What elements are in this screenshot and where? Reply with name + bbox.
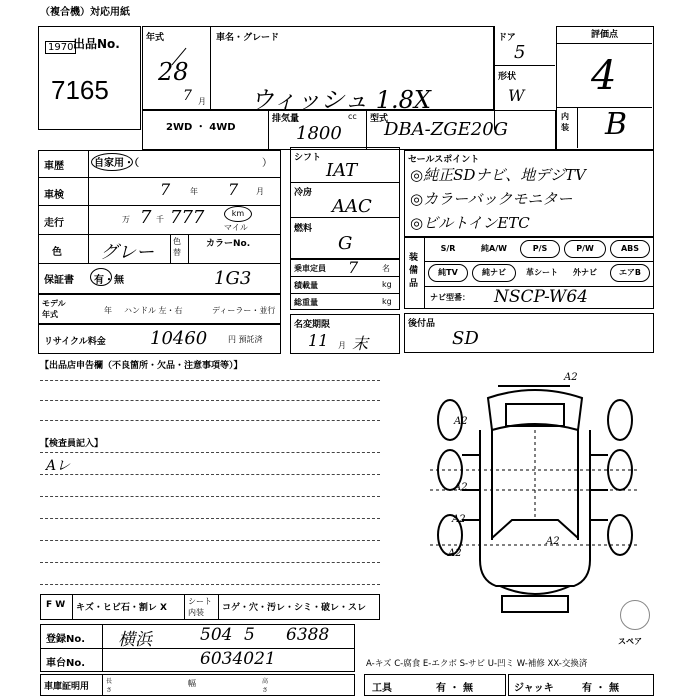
- equip-leather: 革シート: [526, 268, 558, 277]
- car-name-label: 車名・グレード: [216, 33, 280, 43]
- reg-number: 6388: [286, 625, 330, 645]
- reg-change-value: 11: [308, 331, 329, 350]
- inspection-month: 7: [228, 180, 239, 199]
- aftermarket-value: SD: [452, 328, 479, 349]
- capacity-value: 7: [348, 258, 359, 277]
- color-value: グレー: [100, 242, 154, 263]
- mark-6: A2: [546, 536, 560, 547]
- ac-value: AAC: [332, 196, 372, 217]
- mark-2: A2: [454, 416, 468, 427]
- car-name-value: ウィッシュ 1.8X: [250, 86, 431, 114]
- lot-box: [38, 26, 141, 130]
- equip-navi: 純ナビ: [472, 264, 516, 282]
- mark-4: A2: [452, 514, 466, 525]
- rating-box: 評価点 4 内装 B: [556, 26, 654, 150]
- mark-1: A2: [564, 372, 578, 383]
- history-value: 自家用・（: [94, 158, 139, 169]
- damage-legend: A-キズ C-腐食 E-エクボ S-サビ U-凹ミ W-補修 XX-交換済: [366, 659, 588, 669]
- shape-label: 形状: [498, 72, 517, 82]
- year-value: 28: [158, 58, 189, 86]
- lot-label: 出品No.: [73, 37, 120, 51]
- jack-value: 有 ・ 無: [582, 683, 619, 694]
- rating-score: 4: [591, 53, 617, 99]
- sales-point-3: ◎ビルトインETC: [410, 214, 530, 232]
- equip-airbag: エアB: [610, 264, 650, 282]
- lot-code: 1970: [45, 41, 76, 54]
- equip-aw: 純A/W: [481, 244, 507, 253]
- warranty-value: 有・無: [94, 275, 124, 286]
- doors-label: ドア: [498, 33, 516, 43]
- equip-tv: 純TV: [428, 264, 468, 282]
- mark-5: A2: [448, 548, 462, 559]
- sales-point-1: ◎純正SDナビ、地デジTV: [410, 166, 586, 184]
- chassis-value: 6034021: [200, 649, 276, 669]
- mark-3: A2: [454, 482, 468, 493]
- lot-number: 7165: [51, 75, 109, 105]
- shape-value: W: [508, 86, 525, 105]
- equip-ext-navi: 外ナビ: [573, 268, 597, 277]
- mileage-value2: 777: [170, 207, 205, 228]
- car-diagram: [410, 370, 660, 628]
- drive-label: 2WD ・ 4WD: [166, 122, 236, 133]
- tools-value: 有 ・ 無: [436, 683, 473, 694]
- equip-sr: S/R: [440, 244, 456, 253]
- aftermarket-box: [404, 313, 654, 353]
- reg-place: 横浜: [118, 630, 152, 650]
- fuel-value: G: [338, 233, 353, 254]
- model-value: DBA-ZGE20G: [384, 119, 509, 140]
- equip-abs: ABS: [610, 240, 650, 258]
- navi-model: NSCP-W64: [494, 287, 588, 307]
- form-note: （複合機）対応用紙: [40, 7, 130, 18]
- reg-class: 504: [200, 625, 233, 645]
- rating-interior: B: [605, 107, 628, 142]
- inspection-year: 7: [160, 180, 171, 199]
- year-label: 年式: [146, 33, 165, 43]
- dealer-notes-label: 【出品店申告欄（不良箇所・欠品・注意事項等）】: [40, 361, 243, 371]
- equip-ps: P/S: [520, 240, 560, 258]
- color-no: 1G3: [214, 268, 252, 289]
- sales-point-2: ◎カラーバックモニター: [410, 190, 573, 208]
- recycle-value: 10460: [150, 328, 208, 349]
- inspector-label: 【検査員記入】: [40, 439, 104, 449]
- rating-label: 評価点: [557, 27, 652, 44]
- mileage-unit: km: [224, 206, 252, 222]
- reg-kana: 5: [244, 625, 255, 645]
- year-month: 7: [183, 88, 192, 104]
- spare-icon: [620, 600, 650, 630]
- displacement-value: 1800: [296, 123, 342, 144]
- mileage-value1: 7: [140, 207, 152, 228]
- equip-pw: P/W: [564, 240, 606, 258]
- doors-value: 5: [514, 42, 526, 63]
- shift-value: IAT: [326, 160, 358, 181]
- inspector-note: Aレ: [46, 458, 71, 474]
